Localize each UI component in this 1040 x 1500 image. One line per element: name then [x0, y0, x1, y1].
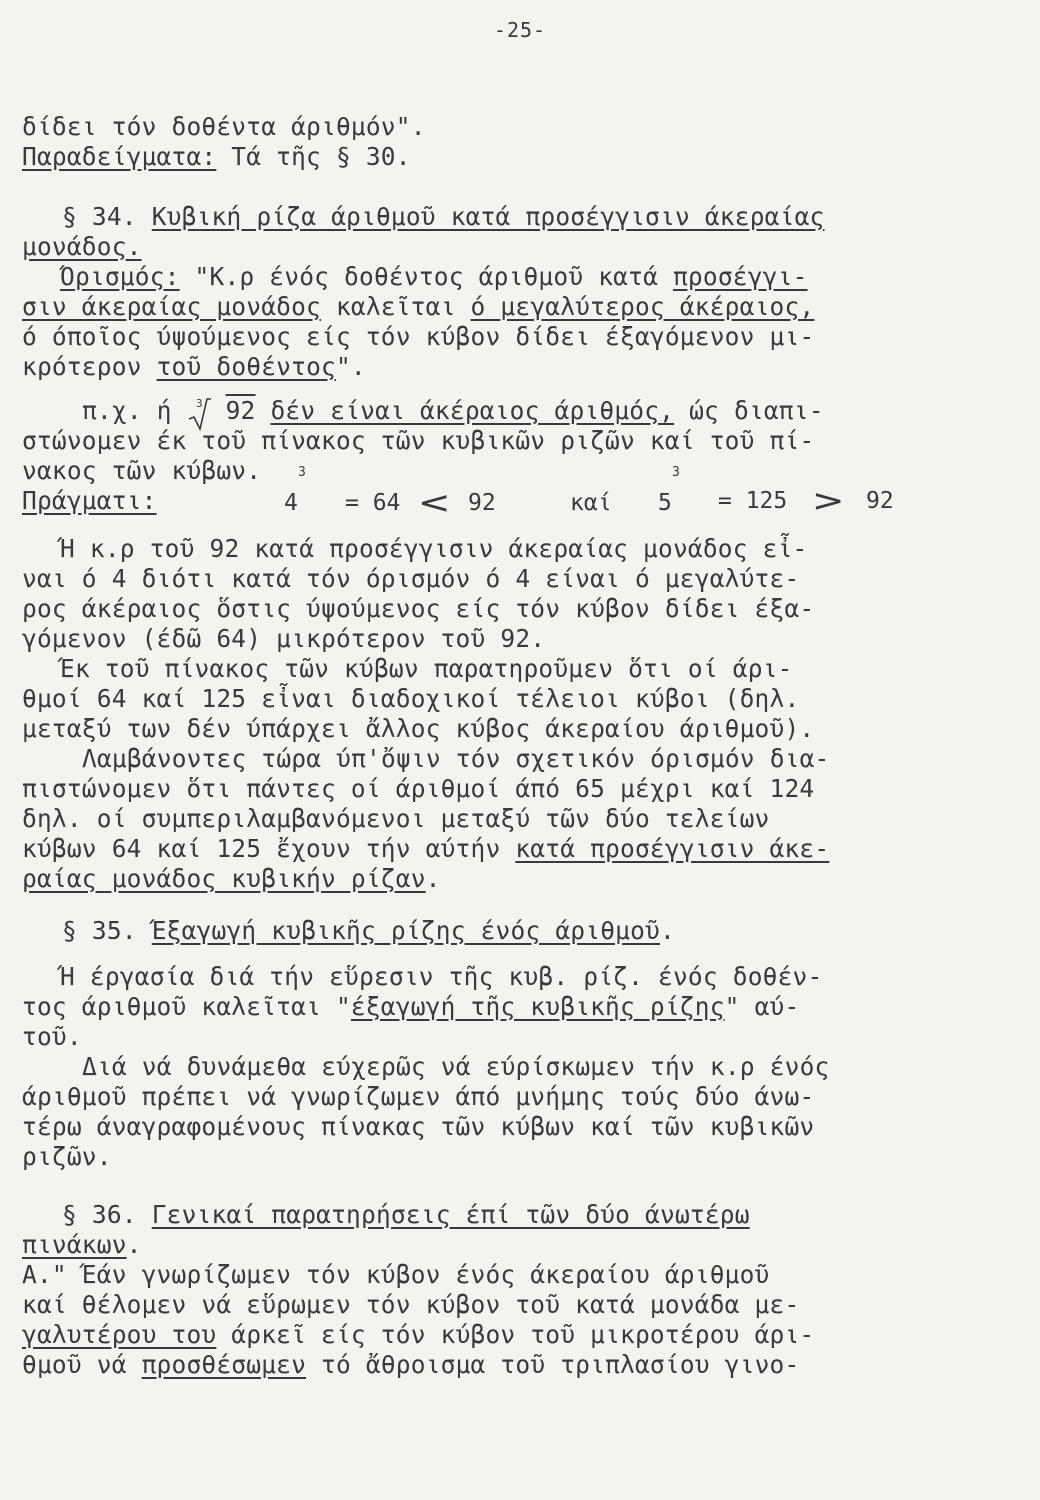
- text-line: [22, 962, 1040, 992]
- line-text: καί θέλομεν νά εὕρωμεν τόν κύβον τοῦ κατά μονάδα με-: [22, 1290, 800, 1319]
- line-text: πιστώνομεν ὅτι πάντες οί άριθμοί άπό 65 μέχρι καί 124: [22, 774, 815, 803]
- line-text: "Κ.ρ ένός δοθέντος άριθμοῦ κατά: [179, 262, 673, 291]
- line-text: κρότερον: [22, 352, 157, 381]
- text-line: [22, 322, 1018, 352]
- line-text: ώς διαπι-: [674, 396, 824, 425]
- text-line: [22, 1260, 1018, 1290]
- text-line: [22, 292, 1018, 322]
- line-text: νακος τῶν κύβων.: [22, 456, 262, 485]
- text-line: [22, 1142, 1018, 1172]
- line-text: .: [660, 916, 675, 945]
- math-92: 92: [468, 490, 496, 516]
- line-text: δίδει τόν δοθέντα άριθμόν".: [22, 112, 426, 141]
- line-text: Ή έργασία διά τήν εὕρεσιν τῆς κυβ. ρίζ. ένός δοθέν-: [60, 962, 823, 991]
- math-92b: 92: [866, 488, 894, 514]
- line-text: Α." Έάν γνωρίζωμεν τόν κύβον ένός άκεραίου άριθμοῦ: [22, 1260, 770, 1289]
- line-text: Διά νά δυνάμεθα εύχερῶς νά εύρίσκωμεν τήν κ.ρ ένός: [82, 1052, 830, 1081]
- exponent-5: [672, 465, 680, 502]
- exponent-text: 3: [298, 465, 306, 480]
- exponent-text: 3: [672, 465, 680, 480]
- section-title-cont: πινάκων: [22, 1230, 127, 1259]
- svg-text:3: 3: [195, 397, 203, 410]
- emphasis-text: προσέγγι-: [672, 262, 808, 291]
- line-text: ό όποῖος ύψούμενος είς τόν κύβον δίδει έξαγόμενον μι-: [22, 322, 815, 351]
- line-text: θμοί 64 καί 125 εἶναι διαδοχικοί τέλειοι κύβοι (δηλ.: [22, 684, 800, 713]
- text-line: [22, 426, 1018, 456]
- math-and: καί: [570, 490, 612, 516]
- line-text: Τά τῆς § 30.: [216, 142, 411, 171]
- section-title: Έξαγωγή κυβικῆς ρίζης ένός άριθμοῦ: [151, 916, 661, 945]
- examples-label: Παραδείγματα:: [22, 142, 217, 171]
- text-line: [22, 1230, 1018, 1260]
- line-text: καλεῖται: [321, 292, 471, 321]
- text-line: [22, 624, 1018, 654]
- line-text: Λαμβάνοντες τώρα ύπ'ὄψιν τόν σχετικόν όρισμόν δια-: [82, 744, 830, 773]
- emphasis-text: έξαγωγή τῆς κυβικῆς ρίζης: [350, 992, 725, 1021]
- text-line: [22, 744, 1040, 774]
- text-line: [22, 864, 1018, 894]
- math-eq-64: = 64: [345, 490, 401, 516]
- section-title: Κυβική ρίζα άριθμοῦ κατά προσέγγισιν άκεραίας: [151, 202, 825, 231]
- emphasis-text: κατά προσέγγισιν άκε-: [515, 834, 830, 863]
- text-line: [22, 992, 1018, 1022]
- line-text: γόμενον (έδῶ 64) μικρότερον τοῦ 92.: [22, 624, 546, 653]
- section-number: § 35.: [62, 916, 152, 945]
- line-text: π.χ. ή: [82, 396, 187, 425]
- text-line: [22, 684, 1018, 714]
- line-text: ".: [335, 352, 366, 381]
- text-line: [22, 1112, 1018, 1142]
- line-text: ριζῶν.: [22, 1142, 112, 1171]
- emphasis-text: ό μεγαλύτερος άκέραιος,: [470, 292, 815, 321]
- line-text: τος άριθμοῦ καλεῖται ": [22, 992, 351, 1021]
- line-text: τό ἄθροισμα τοῦ τριπλασίου γινο-: [306, 1350, 800, 1379]
- greater-than-sign: >: [813, 481, 843, 521]
- line-text: τέρω άναγραφομένους πίνακας τῶν κύβων καί τῶν κυβικῶν: [22, 1112, 815, 1141]
- section-heading-36: [22, 1200, 1040, 1230]
- text-line: [22, 352, 1018, 382]
- section-heading-34: [22, 202, 1040, 232]
- emphasis-text: τοῦ δοθέντος: [156, 352, 336, 381]
- text-line: [22, 774, 1018, 804]
- text-line: [22, 232, 1018, 262]
- line-text: ρος άκέραιος ὅστις ύψούμενος είς τόν κύβον δίδει έξα-: [22, 594, 815, 623]
- line-text: θμοῦ νά: [22, 1350, 142, 1379]
- emphasis-text: προσθέσωμεν: [141, 1350, 307, 1379]
- line-text: .: [425, 864, 441, 893]
- text-line: [22, 654, 1040, 684]
- example-line: [22, 396, 1040, 426]
- section-number: § 34.: [62, 202, 152, 231]
- text-line: [22, 714, 1018, 744]
- line-text: άριθμοῦ πρέπει νά γνωρίζωμεν άπό μνήμης τούς δύο άνω-: [22, 1082, 815, 1111]
- line-text: Ή κ.ρ τοῦ 92 κατά προσέγγισιν άκεραίας μονάδος εἶ-: [60, 534, 808, 563]
- text-line: [22, 1290, 1018, 1320]
- line-text: κύβων 64 καί 125 ἔχουν τήν αύτήν: [22, 834, 516, 863]
- text-line: [22, 834, 1018, 864]
- line-text: μεταξύ των δέν ύπάρχει ἄλλος κύβος άκεραίου άριθμοῦ).: [22, 714, 815, 743]
- math-eq-125: = 125: [718, 488, 788, 514]
- line-text: ναι ό 4 διότι κατά τόν όρισμόν ό 4 είναι ό μεγαλύτε-: [22, 564, 800, 593]
- text-line: [22, 1022, 1018, 1052]
- definition-line: [22, 262, 1040, 292]
- definition-label: Όρισμός:: [60, 262, 180, 291]
- text-line: [22, 594, 1018, 624]
- line-text: στώνομεν έκ τοῦ πίνακος τῶν κυβικῶν ριζῶν καί τοῦ πί-: [22, 426, 815, 455]
- math-base-5: 5: [658, 490, 672, 516]
- section-heading-35: [22, 916, 1040, 946]
- text-line: [22, 534, 1040, 564]
- text-line: [22, 142, 1018, 172]
- text-line: [22, 1052, 1040, 1082]
- text-line: [22, 456, 1018, 486]
- exponent-4: [298, 465, 306, 502]
- line-text: τοῦ.: [22, 1022, 82, 1051]
- text-line: [22, 1350, 1018, 1380]
- line-text: Έκ τοῦ πίνακος τῶν κύβων παρατηροῦμεν ὅτι οί άρι-: [60, 654, 793, 683]
- page-number: -25-: [493, 18, 547, 42]
- text-line: [22, 1320, 1018, 1350]
- emphasis-text: δέν είναι άκέραιος άριθμός,: [270, 396, 675, 425]
- text-line: [22, 112, 1018, 142]
- line-text: δηλ. οί συμπεριλαμβανόμενοι μεταξύ τῶν δύο τελείων: [22, 804, 770, 833]
- section-title: Γενικαί παρατηρήσεις έπί τῶν δύο άνωτέρω: [151, 1200, 750, 1229]
- line-text: .: [126, 1230, 142, 1259]
- text-line: [22, 1082, 1018, 1112]
- emphasis-text: ραίας μονάδος κυβικήν ρίζαν: [22, 864, 426, 893]
- math-base-4: 4: [284, 490, 298, 516]
- emphasis-text: γαλυτέρου του: [22, 1320, 217, 1349]
- less-than-sign: <: [419, 483, 449, 523]
- text-line: [22, 564, 1018, 594]
- section-title-cont: μονάδος.: [22, 232, 142, 261]
- line-text: άρκεῖ είς τόν κύβον τοῦ μικροτέρου άρι-: [216, 1320, 815, 1349]
- section-number: § 36.: [62, 1200, 152, 1229]
- emphasis-text: σιν άκεραίας μονάδος: [22, 292, 322, 321]
- line-text: " αύ-: [724, 992, 800, 1021]
- text-line: [22, 804, 1018, 834]
- radicand: 92: [225, 396, 256, 425]
- indeed-label: Πράγματι:: [22, 486, 157, 515]
